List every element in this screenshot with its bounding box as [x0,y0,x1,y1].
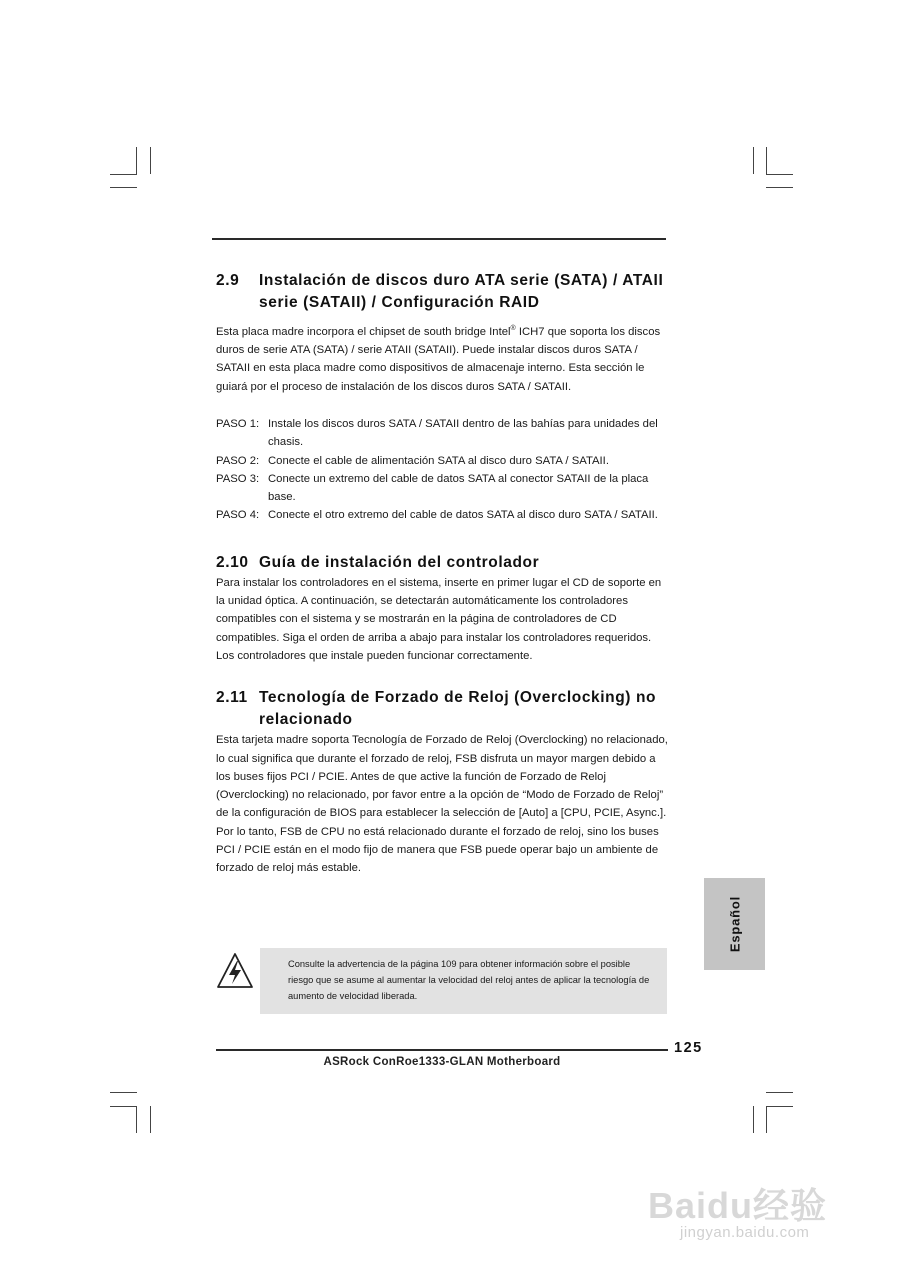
crop-mark [110,1092,137,1093]
step-text: Conecte un extremo del cable de datos SATA al conector SATAII de la placa base. [268,472,649,504]
page-number: 125 [674,1040,703,1056]
registered-mark: ® [510,325,516,332]
note-text: Consulte la advertencia de la página 109 para obtener información sobre el posible riesgo que se asume al aumentar la velocidad del reloj antes de aplicar la tecnología de aumento de velocidad liberada. [288,959,650,1002]
crop-mark [110,187,137,188]
crop-mark [136,147,137,174]
paragraph-text: ICH7 que soporta los discos duros de serie ATA (SATA) / serie ATAII (SATAII). Puede instalar discos duros SATA / SATAII en esta placa madre como dispositivos de almacenaje interno. Esta sección le guiará por el proceso de instalación de los discos duros SATA / SATAII. [216,325,661,393]
warning-note [216,948,668,1014]
crop-mark [766,187,793,188]
footer-product-name: ASRock ConRoe1333-GLAN Motherboard [323,1056,561,1068]
side-tab-label: Español [727,895,742,953]
step-text: Conecte el cable de alimentación SATA al disco duro SATA / SATAII. [268,454,609,467]
step-item [216,415,668,452]
section-2-11-heading [216,687,668,731]
section-title: Guía de instalación del controlador [259,553,540,571]
section-2-10-paragraph: Para instalar los controladores en el sistema, inserte en primer lugar el CD de soporte en la unidad óptica. A continuación, se detectarán automáticamente los controladores compatibles con el sistema y se mostrarán en la página de controladores de CD compatibles. Siga el orden de arriba a abajo para instalar los controladores requeridos. Los controladores que instale pueden funcionar correctamente. [216,576,662,662]
crop-mark [110,174,137,175]
crop-mark [753,1106,754,1133]
step-text: Instale los discos duros SATA / SATAII dentro de las bahías para unidades del chasis. [268,417,658,449]
step-text: Conecte el otro extremo del cable de datos SATA al disco duro SATA / SATAII. [268,509,658,522]
step-label: PASO 2: [216,454,260,467]
language-side-tab [704,878,765,970]
section-2-9-heading [216,270,668,314]
crop-mark [766,147,767,174]
crop-mark [136,1106,137,1133]
section-2-9-paragraph [216,320,668,396]
crop-mark [753,147,754,174]
crop-mark [766,174,793,175]
crop-mark [766,1092,793,1093]
paragraph-text: Esta placa madre incorpora el chipset de south bridge Intel [216,325,511,338]
crop-mark [766,1106,767,1133]
page-content [216,270,668,878]
watermark-logo: Baidu经验 [648,1185,828,1226]
watermark-url: jingyan.baidu.com [680,1224,810,1241]
section-title: Instalación de discos duro ATA serie (SATA) / ATAII serie (SATAII) / Configuración RAID [259,272,664,311]
warning-lightning-icon [216,952,254,990]
section-number: 2.10 [216,553,249,571]
crop-mark [766,1106,793,1107]
crop-mark [110,1106,137,1107]
step-item [216,452,668,470]
step-item [216,506,668,524]
section-2-11-paragraph: Esta tarjeta madre soporta Tecnología de Forzado de Reloj (Overclocking) no relacionado, lo cual significa que durante el forzado de reloj, FSB disfruta un mayor margen debido a los buses fijos PCI / PCIE. Antes de que active la función de Forzado de Reloj (Overclocking) no relacionado, por favor entre a la opción de “Modo de Forzado de Reloj” de la configuración de BIOS para establecer la selección de [Auto] a [CPU, PCIE, Async.]. Por lo tanto, FSB de CPU no está relacionado durante el forzado de reloj, sino los buses PCI / PCIE están en el modo fijo de manera que FSB puede operar bajo un ambiente de forzado de reloj más estable. [216,734,668,875]
section-number: 2.11 [216,689,248,707]
step-label: PASO 1: [216,417,260,430]
header-rule [212,238,666,240]
note-box [260,948,667,1014]
step-label: PASO 3: [216,472,260,485]
watermark [640,1148,850,1248]
section-title: Tecnología de Forzado de Reloj (Overclocking) no relacionado [259,689,657,729]
install-steps [216,415,668,525]
section-2-10-heading [216,552,668,574]
step-item [216,470,668,507]
section-number: 2.9 [216,272,240,289]
crop-mark [150,147,151,174]
step-label: PASO 4: [216,509,260,522]
crop-mark [150,1106,151,1133]
footer-rule [216,1049,668,1051]
